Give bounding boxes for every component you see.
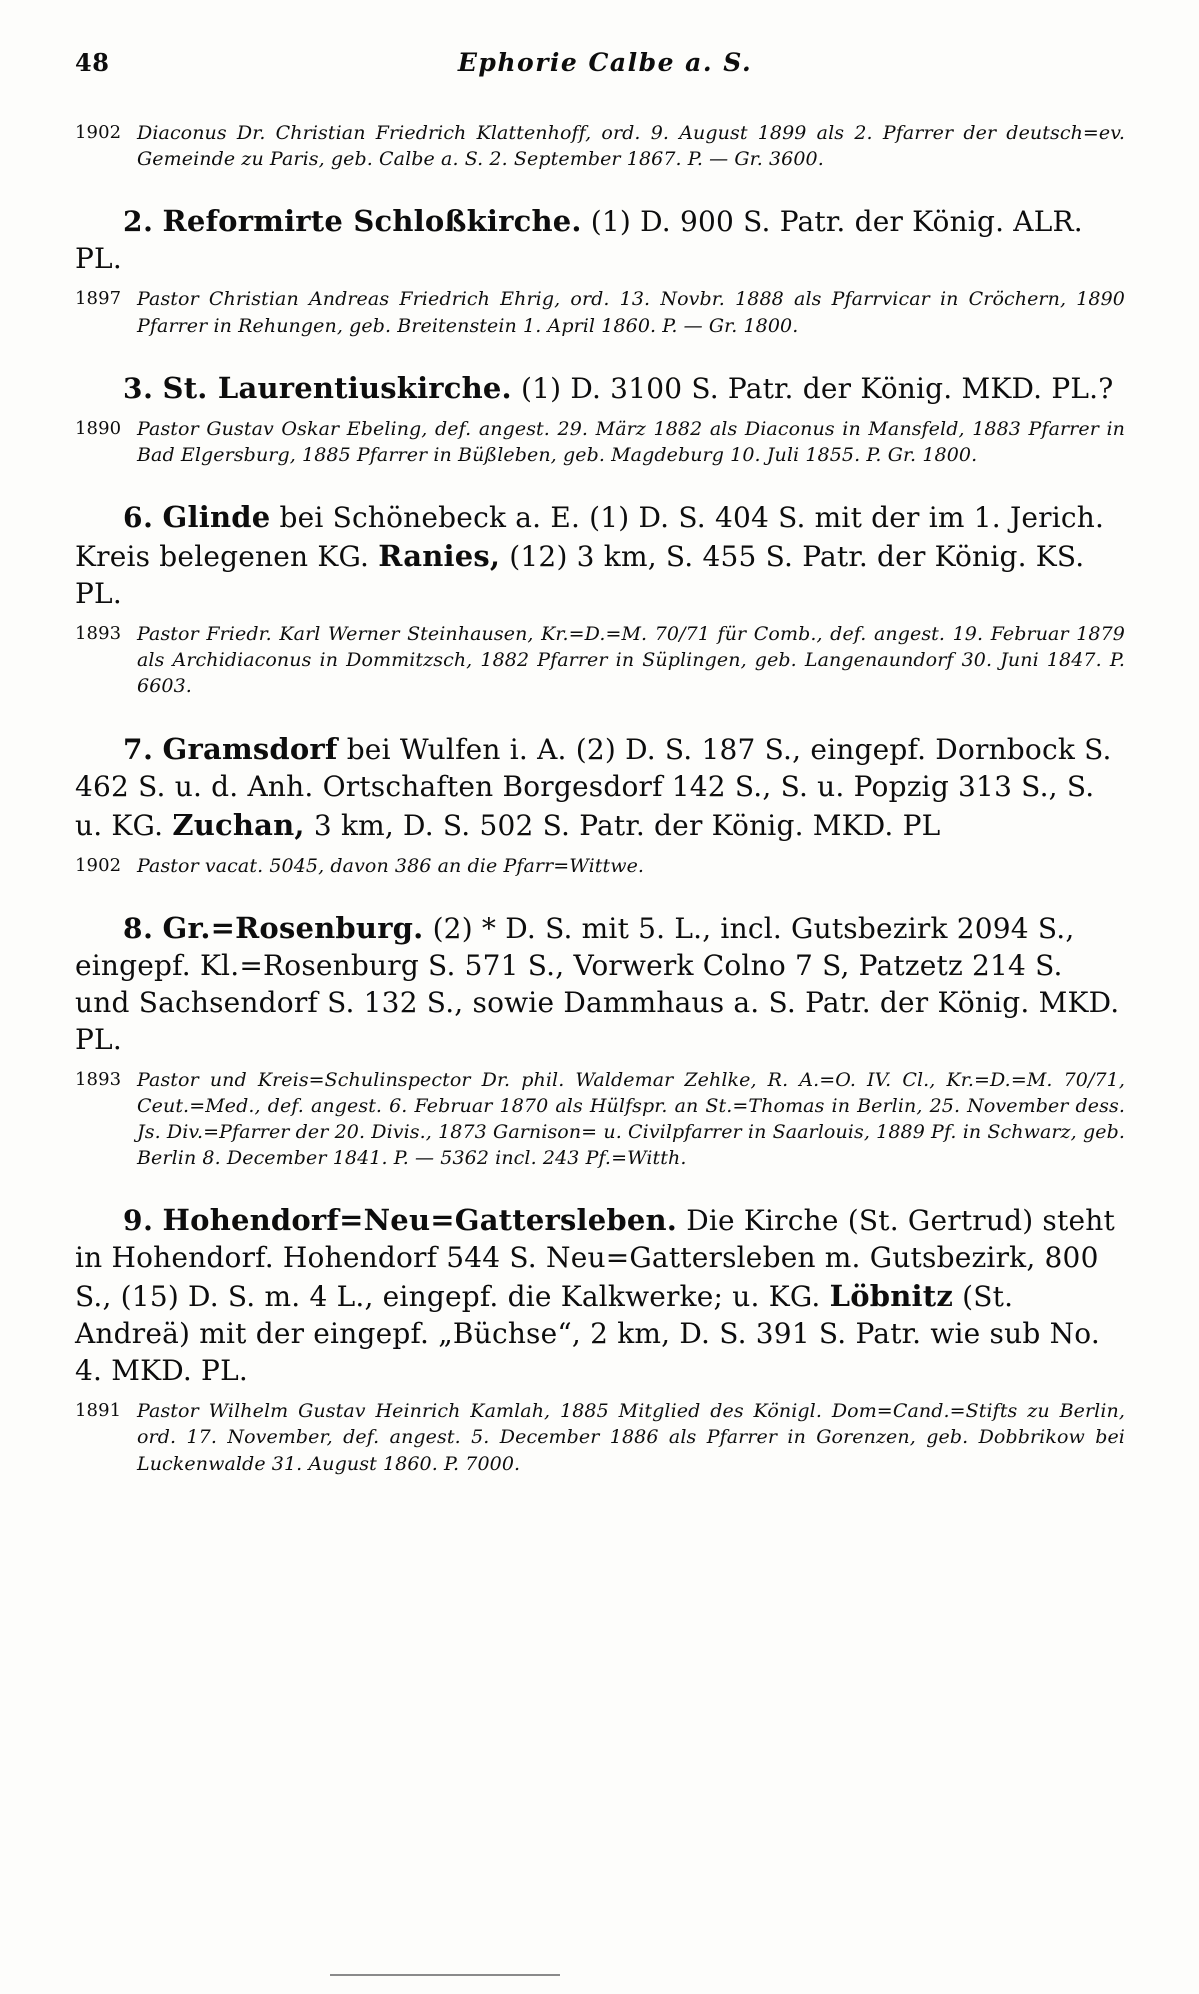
note-text: Pastor Friedr. Karl Werner Steinhausen, Kr.=D.=M. 70/71 für Comb., def. angest. 19. Februar 1879 als Archidiaconus in Dommitzsch, 1882 Pfarrer in Süplingen, geb. Langenaundorf 30. Juni 1847. P. 6603.: [137, 623, 1125, 698]
entry-heading: [75, 498, 1125, 613]
entry-number: 2.: [123, 205, 154, 239]
entry-8-gr-rosenburg: [75, 909, 1125, 1172]
entry-detail-secondary: (12) 3 km, S. 455 S. Patr. der König. KS. PL.: [75, 540, 1085, 611]
entry-heading: [75, 1201, 1125, 1390]
entry-2-reformirte-schlosskirche: [75, 202, 1125, 338]
entry-detail: Die Kirche (St. Gertrud) steht in Hohendorf. Hohendorf 544 S. Neu=Gattersleben m. Gutsbezirk, 800 S., (15) D. S. m. 4 L., eingepf. die Kalkwerke; u. KG.: [75, 1204, 1115, 1314]
note-text: Pastor vacat. 5045, davon 386 an die Pfarr=Wittwe.: [137, 854, 645, 877]
entry-klattenhoff: [75, 120, 1125, 172]
entry-name: Glinde: [162, 500, 271, 535]
note-year: 1893: [75, 1068, 122, 1090]
entry-3-st-laurentiuskirche: [75, 369, 1125, 468]
note-text: Pastor Gustav Oskar Ebeling, def. angest. 29. März 1882 als Diaconus in Mansfeld, 1883 Pfarrer in Bad Elgersburg, 1885 Pfarrer in Büßleben, geb. Magdeburg 10. Juli 1855. P. Gr. 1800.: [137, 417, 1125, 466]
entry-7-gramsdorf: [75, 730, 1125, 879]
entry-number: 6.: [123, 501, 154, 535]
biography-note: [75, 416, 1125, 468]
entry-detail: (1) D. 3100 S. Patr. der König. MKD. PL.?: [520, 371, 1114, 405]
note-year: 1897: [75, 288, 122, 310]
note-year: 1893: [75, 623, 122, 645]
page-content: [75, 48, 1125, 1481]
entry-detail: bei Schönebeck a. E. (1) D. S. 404 S. mit der im 1. Jerich. Kreis belegenen KG.: [75, 501, 1105, 574]
biography-note: [75, 120, 1125, 172]
entry-heading: [75, 202, 1125, 278]
entry-heading: [75, 369, 1125, 408]
biography-note: [75, 621, 1125, 700]
note-text: Pastor und Kreis=Schulinspector Dr. phil. Waldemar Zehlke, R. A.=O. IV. Cl., Kr.=D.=M. 70/71, Ceut.=Med., def. angest. 6. Februar 1870 als Hülfspr. an St.=Thomas in Berlin, 25. November dess. Js. Div.=Pfarrer der 20. Divis., 1873 Garnison= u. Civilpfarrer in Saarlouis, 1889 Pf. in Schwarz, geb. Berlin 8. December 1841. P. — 5362 incl. 243 Pf.=Witth.: [137, 1068, 1125, 1170]
entry-name-secondary: Zuchan,: [172, 807, 305, 842]
entry-name-secondary: Ranies,: [378, 539, 501, 574]
entry-heading: [75, 730, 1125, 845]
entry-detail: bei Wulfen i. A. (2) D. S. 187 S., eingepf. Dornbock S. 462 S. u. d. Anh. Ortschaften Borgesdorf 142 S., S. u. Popzig 313 S., S. u. KG.: [75, 732, 1112, 842]
folio-number: 48: [75, 48, 110, 77]
note-year: 1902: [75, 854, 122, 876]
note-text: Pastor Wilhelm Gustav Heinrich Kamlah, 1885 Mitglied des Königl. Dom=Cand.=Stifts zu Berlin, ord. 17. November, def. angest. 5. December 1886 als Pfarrer in Gorenzen, geb. Dobbrikow bei Luckenwalde 31. August 1860. P. 7000.: [137, 1400, 1125, 1475]
note-year: 1902: [75, 122, 122, 143]
entry-detail-secondary: 3 km, D. S. 502 S. Patr. der König. MKD. PL: [313, 808, 941, 842]
entry-name: Gramsdorf: [162, 731, 338, 766]
entry-6-glinde: [75, 498, 1125, 700]
entry-number: 8.: [123, 911, 154, 945]
note-text: Pastor Christian Andreas Friedrich Ehrig, ord. 13. Novbr. 1888 als Pfarrvicar in Cröchern, 1890 Pfarrer in Rehungen, geb. Breitenstein 1. April 1860. P. — Gr. 1800.: [137, 288, 1125, 337]
entry-name: Hohendorf=Neu=Gattersleben.: [162, 1203, 678, 1238]
entry-heading: [75, 909, 1125, 1059]
biography-note: [75, 853, 1125, 879]
biography-note: [75, 1067, 1125, 1172]
entry-name: St. Laurentiuskirche.: [162, 370, 512, 405]
note-year: 1890: [75, 417, 122, 439]
entry-number: 7.: [123, 732, 154, 766]
entry-9-hohendorf-neu-gattersleben: [75, 1201, 1125, 1476]
entry-detail: (1) D. 900 S. Patr. der König. ALR. PL.: [75, 205, 1083, 276]
entry-name-secondary: Löbnitz: [829, 1279, 953, 1314]
biography-note: [75, 286, 1125, 338]
entry-name: Gr.=Rosenburg.: [162, 910, 424, 945]
entry-number: 3.: [123, 371, 154, 405]
page-bottom-rule: [330, 1974, 560, 1976]
note-text: Diaconus Dr. Christian Friedrich Klattenhoff, ord. 9. August 1899 als 2. Pfarrer der deutsch=ev. Gemeinde zu Paris, geb. Calbe a. S. 2. September 1867. P. — Gr. 3600.: [137, 122, 1125, 171]
entry-number: 9.: [123, 1204, 154, 1238]
entry-detail: (2) * D. S. mit 5. L., incl. Gutsbezirk 2094 S., eingepf. Kl.=Rosenburg S. 571 S., Vorwerk Colno 7 S, Patzetz 214 S. und Sachsendorf S. 132 S., sowie Dammhaus a. S. Patr. der König. MKD. PL.: [75, 911, 1120, 1056]
biography-note: [75, 1398, 1125, 1477]
note-year: 1891: [75, 1400, 122, 1422]
entry-name: Reformirte Schloßkirche.: [162, 204, 582, 239]
running-title: Ephorie Calbe a. S.: [457, 48, 753, 77]
entry-detail-secondary: (St. Andreä) mit der eingepf. „Büchse“, 2 km, D. S. 391 S. Patr. wie sub No. 4. MKD. PL.: [75, 1280, 1100, 1388]
page-header: [75, 48, 1125, 94]
